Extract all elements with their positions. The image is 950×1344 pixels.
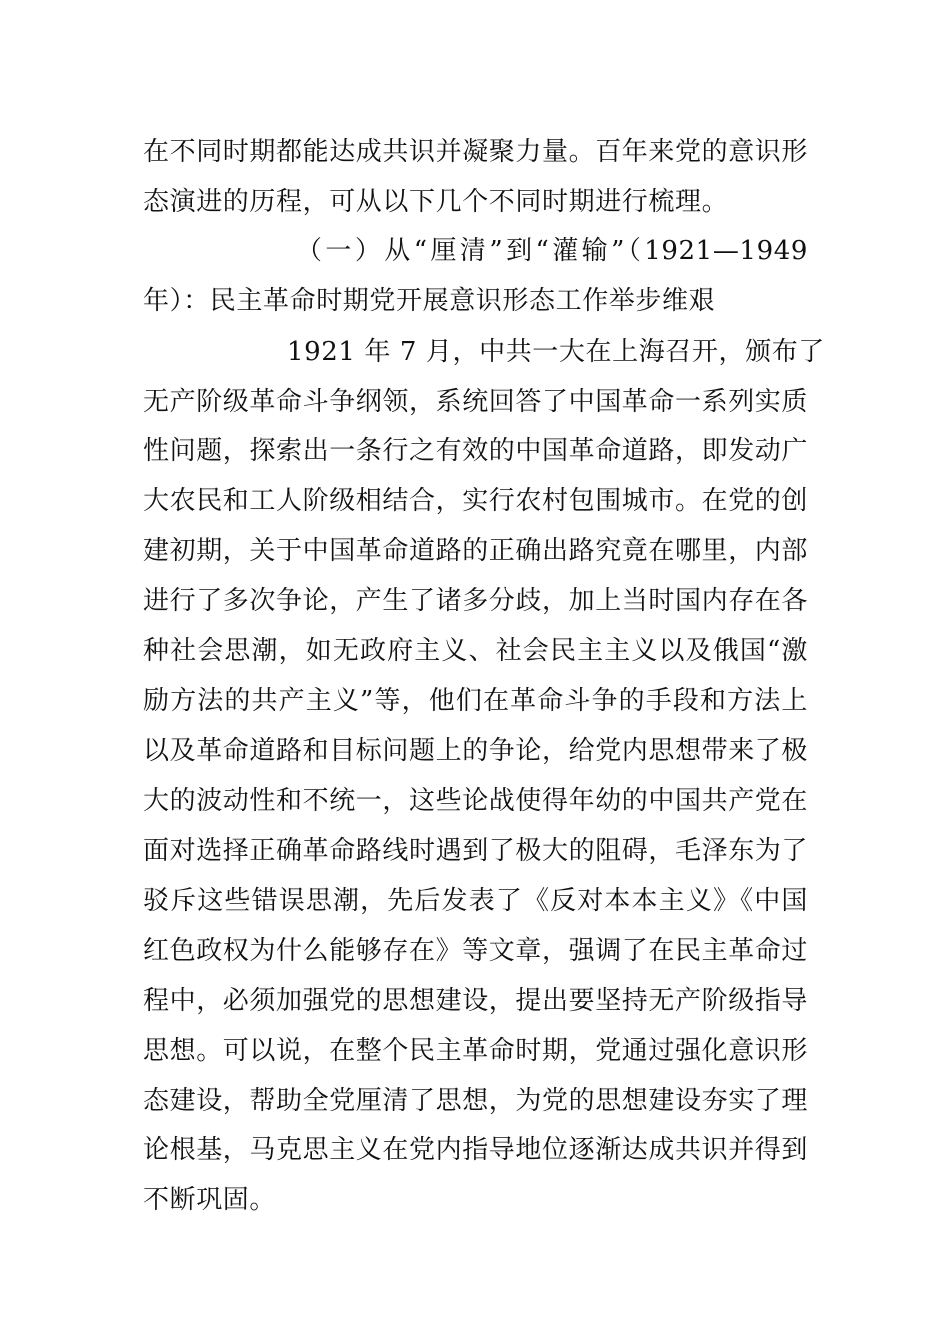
paragraph-line-2: 无产阶级革命斗争纲领，系统回答了中国革命一系列实质: [143, 387, 809, 417]
paragraph-line-1: 1921 年 7 月，中共一大在上海召开，颁布了: [287, 337, 825, 367]
paragraph-line-3: 性问题，探索出一条行之有效的中国革命道路，即发动广: [143, 436, 809, 466]
paragraph-line-14: 程中，必须加强党的思想建设，提出要坚持无产阶级指导: [143, 986, 809, 1016]
paragraph-line-18: 不断巩固。: [143, 1185, 277, 1215]
paragraph-line-13: 红色政权为什么能够存在》等文章，强调了在民主革命过: [143, 936, 809, 966]
paragraph-line-17: 论根基，马克思主义在党内指导地位逐渐达成共识并得到: [143, 1135, 809, 1165]
paragraph-line-8: 励方法的共产主义”等，他们在革命斗争的手段和方法上: [143, 686, 808, 716]
intro-line-2: 态演进的历程，可从以下几个不同时期进行梳理。: [143, 187, 729, 217]
paragraph-line-6: 进行了多次争论，产生了诸多分歧，加上当时国内存在各: [143, 586, 809, 616]
paragraph-line-5: 建初期，关于中国革命道路的正确出路究竟在哪里，内部: [143, 536, 809, 566]
section-heading-line-1: （一）从“厘清”到“灌输”（1921—1949: [296, 236, 808, 266]
paragraph-line-9: 以及革命道路和目标问题上的争论，给党内思想带来了极: [143, 736, 809, 766]
section-heading-line-2: 年）：民主革命时期党开展意识形态工作举步维艰: [143, 286, 716, 316]
intro-line-1: 在不同时期都能达成共识并凝聚力量。百年来党的意识形: [143, 137, 809, 167]
paragraph-line-12: 驳斥这些错误思潮，先后发表了《反对本本主义》《中国: [143, 886, 808, 916]
paragraph-line-16: 态建设，帮助全党厘清了思想，为党的思想建设夯实了理: [143, 1086, 809, 1116]
paragraph-line-15: 思想。可以说，在整个民主革命时期，党通过强化意识形: [143, 1036, 809, 1066]
paragraph-line-7: 种社会思潮，如无政府主义、社会民主主义以及俄国“激: [143, 636, 808, 666]
paragraph-line-10: 大的波动性和不统一，这些论战使得年幼的中国共产党在: [143, 786, 809, 816]
paragraph-line-4: 大农民和工人阶级相结合，实行农村包围城市。在党的创: [143, 486, 809, 516]
paragraph-line-11: 面对选择正确革命路线时遇到了极大的阻碍，毛泽东为了: [143, 836, 809, 866]
